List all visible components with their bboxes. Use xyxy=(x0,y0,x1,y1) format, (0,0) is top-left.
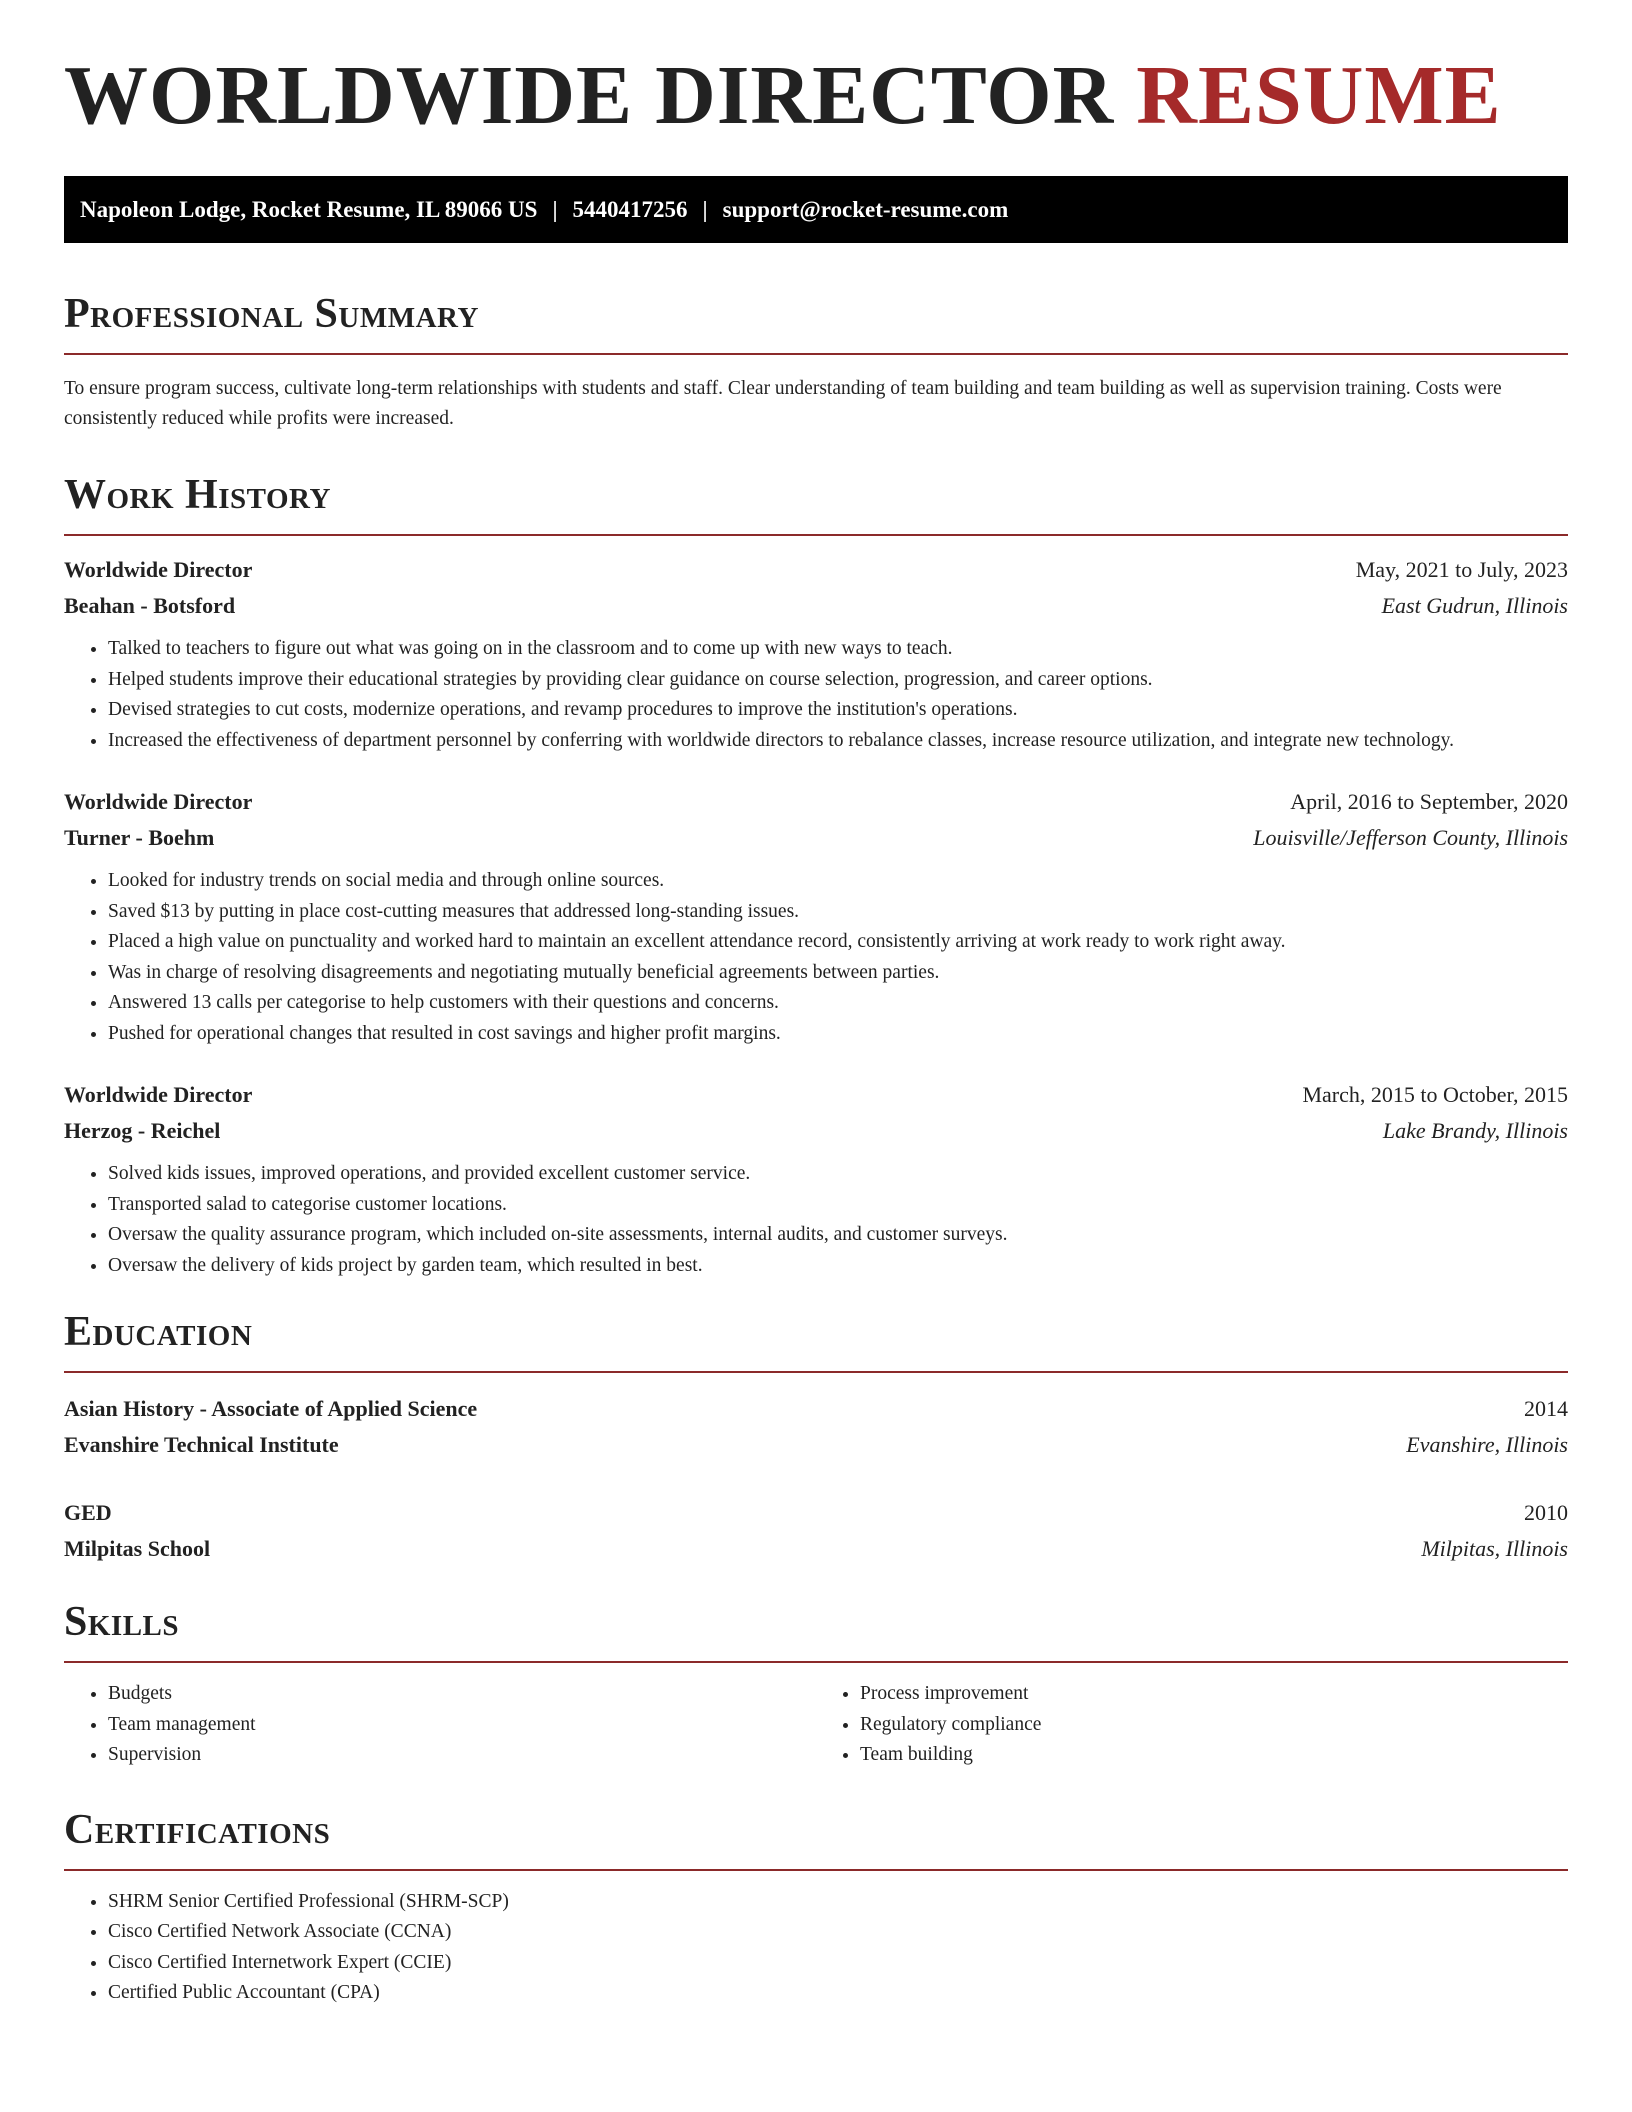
list-item: • Oversaw the quality assurance program, which included on-site assessments, internal audits, and customer surveys. xyxy=(108,1220,1568,1251)
list-item: • Talked to teachers to figure out what was going on in the classroom and to come up with new ways to teach. xyxy=(108,634,1568,665)
job-dates: April, 2016 to September, 2020 xyxy=(1290,789,1568,814)
job-location: East Gudrun, Illinois xyxy=(1381,593,1568,618)
skills-list-right xyxy=(816,1679,1568,1771)
list-item: • Helped students improve their educational strategies by providing clear guidance on course selection, progression, and career options. xyxy=(108,665,1568,696)
job-location: Lake Brandy, Illinois xyxy=(1382,1118,1568,1143)
resume-title xyxy=(64,49,1568,142)
skill-item: • Supervision xyxy=(108,1740,816,1771)
contact-phone: 5440417256 xyxy=(572,196,688,222)
job-entry xyxy=(64,784,1568,1049)
certification-item: • SHRM Senior Certified Professional (SHRM-SCP) xyxy=(108,1887,1568,1918)
job-location: Louisville/Jefferson County, Illinois xyxy=(1253,825,1568,850)
certification-item: • Cisco Certified Internetwork Expert (CCIE) xyxy=(108,1948,1568,1979)
education-degree: Asian History - Associate of Applied Science xyxy=(64,1396,478,1421)
list-item: • Devised strategies to cut costs, modernize operations, and revamp procedures to improve the institution's operations. xyxy=(108,695,1568,726)
skills-columns xyxy=(64,1679,1568,1771)
work-history-section xyxy=(64,474,1568,1281)
summary-section xyxy=(64,293,1568,434)
job-dates: May, 2021 to July, 2023 xyxy=(1355,557,1568,582)
list-item: • Placed a high value on punctuality and worked hard to maintain an excellent attendance record, consistently arriving at work ready to work right away. xyxy=(108,927,1568,958)
skill-item: • Budgets xyxy=(108,1679,816,1710)
section-heading-work-history: Work History xyxy=(64,472,331,518)
skill-item: • Process improvement xyxy=(860,1679,1568,1710)
section-heading-summary: Professional Summary xyxy=(64,291,479,337)
list-item: • Oversaw the delivery of kids project by garden team, which resulted in best. xyxy=(108,1251,1568,1282)
list-item: • Was in charge of resolving disagreements and negotiating mutually beneficial agreements between parties. xyxy=(108,958,1568,989)
job-company: Herzog - Reichel xyxy=(64,1118,221,1143)
list-item: • Increased the effectiveness of department personnel by conferring with worldwide directors to rebalance classes, increase resource utilization, and integrate new technology. xyxy=(108,726,1568,757)
contact-address: Napoleon Lodge, Rocket Resume, IL 89066 US xyxy=(80,196,538,222)
certifications-list xyxy=(64,1887,1568,2009)
list-item: • Pushed for operational changes that resulted in cost savings and higher profit margins. xyxy=(108,1019,1568,1050)
education-year: 2014 xyxy=(1524,1396,1568,1421)
education-entry xyxy=(64,1391,1568,1463)
job-company: Turner - Boehm xyxy=(64,825,215,850)
section-heading-certifications: Certifications xyxy=(64,1806,331,1853)
education-degree: GED xyxy=(64,1500,112,1525)
section-divider xyxy=(64,353,1568,355)
education-year: 2010 xyxy=(1524,1500,1568,1525)
section-divider xyxy=(64,1869,1568,1871)
section-heading-skills: Skills xyxy=(64,1599,180,1645)
job-title: Worldwide Director xyxy=(64,557,253,582)
job-entry xyxy=(64,1077,1568,1281)
list-item: • Saved $13 by putting in place cost-cutting measures that addressed long-standing issues. xyxy=(108,897,1568,928)
list-item: • Answered 13 calls per categorise to help customers with their questions and concerns. xyxy=(108,988,1568,1019)
job-bullets xyxy=(64,634,1568,756)
contact-separator: | xyxy=(702,196,708,222)
job-dates: March, 2015 to October, 2015 xyxy=(1302,1082,1568,1107)
job-bullets xyxy=(64,1159,1568,1281)
summary-text: To ensure program success, cultivate long-term relationships with students and staff. Clear understanding of team building and team building as well as supervision training. Costs were consistently reduced while profits were increased. xyxy=(64,378,1502,429)
skill-item: • Team building xyxy=(860,1740,1568,1771)
skills-section xyxy=(64,1601,1568,1771)
education-section xyxy=(64,1311,1568,1567)
list-item: • Solved kids issues, improved operations, and provided excellent customer service. xyxy=(108,1159,1568,1190)
section-divider xyxy=(64,1371,1568,1373)
education-school: Evanshire Technical Institute xyxy=(64,1432,339,1457)
list-item: • Transported salad to categorise customer locations. xyxy=(108,1190,1568,1221)
education-entry xyxy=(64,1495,1568,1567)
job-bullets xyxy=(64,866,1568,1049)
education-school: Milpitas School xyxy=(64,1536,211,1561)
contact-separator: | xyxy=(552,196,558,222)
skills-list-left xyxy=(64,1679,816,1771)
section-divider xyxy=(64,1661,1568,1663)
job-title: Worldwide Director xyxy=(64,789,253,814)
section-heading-education: Education xyxy=(64,1309,253,1355)
job-entry xyxy=(64,552,1568,756)
job-title: Worldwide Director xyxy=(64,1082,253,1107)
job-company: Beahan - Botsford xyxy=(64,593,236,618)
skill-item: • Team management xyxy=(108,1710,816,1741)
contact-email: support@rocket-resume.com xyxy=(722,196,1009,222)
title-accent: RESUME xyxy=(1136,49,1502,142)
title-main: WORLDWIDE DIRECTOR xyxy=(64,49,1115,142)
section-divider xyxy=(64,534,1568,536)
education-location: Milpitas, Illinois xyxy=(1421,1536,1568,1561)
contact-bar xyxy=(64,176,1568,243)
education-location: Evanshire, Illinois xyxy=(1406,1432,1568,1457)
certification-item: • Cisco Certified Network Associate (CCNA) xyxy=(108,1917,1568,1948)
skill-item: • Regulatory compliance xyxy=(860,1710,1568,1741)
list-item: • Looked for industry trends on social media and through online sources. xyxy=(108,866,1568,897)
certifications-section xyxy=(64,1806,1568,2009)
certification-item: • Certified Public Accountant (CPA) xyxy=(108,1978,1568,2009)
